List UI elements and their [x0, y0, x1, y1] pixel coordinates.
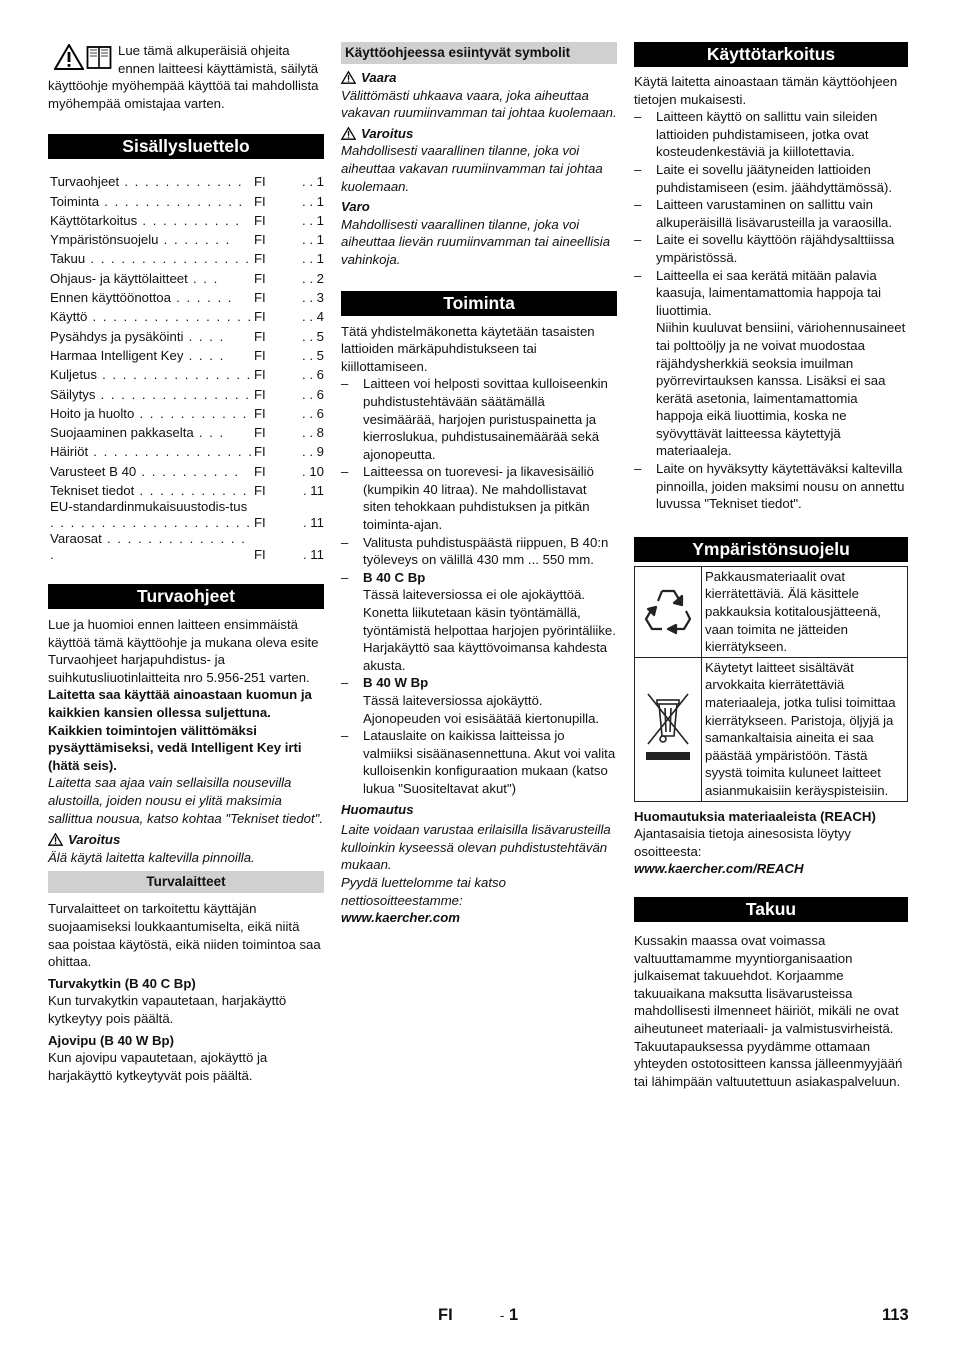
kayttotarkoitus-list: [634, 108, 908, 319]
toc-table: [50, 171, 324, 563]
toc-entry-lang: FI: [254, 290, 266, 306]
toc-entry-page: . . 6: [302, 386, 324, 402]
toc-entry-title: [50, 190, 254, 209]
ymparisto-table: [634, 566, 908, 802]
toc-leader-dots: . . . .: [183, 328, 225, 344]
toc-entry-lang: FI: [254, 515, 266, 531]
toc-entry-label: Häiriöt: [50, 444, 89, 460]
toc-leader-dots: . . . . . . . . . . .: [134, 405, 248, 421]
varo-text: Mahdollisesti vaarallinen tilanne, joka voi aiheuttaa lievän ruumiinvamman tai aineellisia vahinkoja.: [341, 216, 611, 267]
warning-triangle-icon: [54, 44, 84, 70]
toc-entry-lang: FI: [254, 463, 266, 479]
toc-entry-label: Toiminta: [50, 193, 100, 209]
toc-entry[interactable]: [50, 171, 324, 190]
toc-entry-title: [50, 345, 254, 364]
takuu-text: Kussakin maassa ovat voimassa valtuuttamamme myyntiorganisaation julkaisemat takuuehdot. Korjaamme takuuaikana maksutta lisävarusteissa mahdollisesti ilmenneet häiriöt, mikäli ne ovat aiheutuneet materiaali- ja valmistusvirheistä. Takuutapauksessa pyydämme ottamaan yhteyden ostotositteen kanssa jälleenmyyjääń tai lähimpään valtuutettuun asiakaspalveluun.: [634, 932, 903, 1089]
toc-leader-dots: . . . . . . . . . . . . . . . .: [88, 444, 254, 460]
varoitus-label: Varoitus: [361, 125, 414, 141]
toiminta-list: [341, 375, 617, 586]
toc-entry-page: . . 3: [302, 290, 324, 306]
toc-leader-dots: . . . . . . . . . . . . . . . .: [87, 309, 253, 325]
toc-entry-page: . 10: [302, 463, 324, 479]
list-item: – Laitteessa on tuorevesi- ja likavesisäiliö (kumpikin 40 litraa). Ne mahdollistavat siten tehokkaan puhdistuksen ja pitkän toiminta-ajan.: [341, 463, 617, 533]
toc-entry-title: [50, 210, 254, 229]
turvaohjeet-warning-text: Älä käytä laitetta kaltevilla pinnoilla.: [48, 849, 255, 865]
toc-entry-title: [50, 383, 254, 402]
toc-entry[interactable]: [50, 403, 324, 422]
toc-entry-label: Suojaaminen pakkaselta: [50, 425, 194, 441]
table-row: [635, 657, 908, 801]
symbolit-title: Käyttöohjeessa esiintyvät symbolit: [341, 42, 617, 64]
kayttotarkoitus-subtext: Niihin kuuluvat bensiini, väriohennusaineet tai polttoöljy ja ne voivat muodostaa räjähdysherkkiä seoksia imuilman pyörrevirtauksen kanssa. Lisäksi ei saa kerätä asetonia, laimentamattomia happoja eikä liuottimia, koska ne syövyttävät laitteessa käytettyjä materiaaleja.: [656, 320, 906, 459]
vaara-label: Vaara: [361, 70, 397, 85]
huomautus-text-2: Pyydä luettelomme tai katso nettiosoitteestamme:: [341, 874, 506, 908]
toc-entry-label: Pysähdys ja pysäköinti: [50, 328, 184, 344]
toiminta-title: Toiminta: [341, 291, 617, 316]
toc-entry-lang: FI: [254, 328, 266, 344]
toc-entry-title: [50, 460, 254, 479]
toc-entry-title: [50, 287, 254, 306]
toc-entry-page: . . 1: [302, 251, 324, 267]
column-middle: [341, 42, 617, 927]
toc-entry[interactable]: [50, 248, 324, 267]
footer-page-number: 113: [882, 1306, 909, 1324]
toc-entry-page: . . 1: [302, 232, 324, 248]
warning-triangle-icon: [48, 833, 63, 846]
toc-entry[interactable]: [50, 441, 324, 460]
toc-entry-page: . . 2: [302, 270, 324, 286]
toc-entry[interactable]: [50, 480, 324, 499]
toc-leader-dots: . . . . . . . . . .: [136, 463, 240, 479]
toc-entry-title: [50, 499, 254, 531]
crossed-bin-icon: [643, 690, 693, 764]
toc-entry-page: . 11: [302, 483, 324, 499]
kayttotarkoitus-title: Käyttötarkoitus: [634, 42, 908, 67]
toc-entry[interactable]: [50, 364, 324, 383]
ymparisto-text-1: Pakkausmateriaalit ovat kierrätettäviä. Älä käsittele pakkauksia kotitalousjätteenä, vaan toimita ne jätteiden kierrätykseen.: [702, 566, 908, 657]
toc-entry-lang: FI: [254, 405, 266, 421]
intro-text: Lue tämä alkuperäisiä ohjeita ennen laitteesi käyttämistä, säilytä käyttöohje myöhempää käyttöä tai mahdollista myöhempää omistajaa varten.: [48, 43, 319, 111]
toc-entry-label: Ohjaus- ja käyttölaitteet: [50, 270, 188, 286]
b40w-text: Tässä laiteversiossa ajokäyttö. Ajonopeuden voi esisäätää kiertonupilla.: [363, 693, 600, 726]
toc-title: Sisällysluettelo: [48, 134, 324, 159]
list-item: – Laite ei sovellu käyttöön räjähdysalttiissa ympäristössä.: [634, 231, 908, 266]
table-row: [635, 566, 908, 657]
toc-leader-dots: . . . . . . . . . . . . . . .: [96, 367, 252, 383]
ajovipu-text: Kun ajovipu vapautetaan, ajokäyttö ja harjakäyttö kytkeytyvät pois päältä.: [48, 1050, 268, 1083]
toc-entry-label: EU-standardinmukaisuustodis-tus: [50, 499, 248, 515]
toc-entry-lang: FI: [254, 193, 266, 209]
toc-entry-title: [50, 171, 254, 190]
ajovipu-heading: Ajovipu (B 40 W Bp): [48, 1032, 175, 1048]
toc-entry[interactable]: [50, 190, 324, 209]
b40c-label: B 40 C Bp: [363, 569, 426, 585]
b40c-text: Tässä laiteversiossa ei ole ajokäyttöä. Konetta liikutetaan käsin työntämällä, työntämistä helpottaa harjojen pyörintäliike. Harjakäyttö saa käyttövoimansa kahdesta akusta.: [363, 587, 616, 673]
toc-entry-page: . . 6: [302, 405, 324, 421]
toc-entry-page: . . 4: [302, 309, 324, 325]
turvaohjeet-italic: Laitetta saa ajaa vain sellaisilla nousevilla alustoilla, joiden nousu ei ylitä maksimia sallittua nousua, katso kohtaa "Tekniset tiedot".: [48, 775, 323, 826]
toc-entry-label: Takuu: [50, 251, 86, 267]
vaara-text: Välittömästi uhkaava vaara, joka aiheuttaa vakavan ruumiinvamman tai johtaa kuolemaan.: [341, 87, 617, 121]
toc-entry-label: Hoito ja huolto: [50, 405, 135, 421]
toc-entry[interactable]: [50, 325, 324, 344]
ymparisto-text-2: Käytetyt laitteet sisältävät arvokkaita kierrätettäviä materiaaleja, jotka tulisi toimittaa kierrätykseen. Paristoja, öljyjä ja samankaltaisia aineita ei saa päästää ympäristöön. Tästä syystä toimita kuluneet laitteet asianmukaisiin keräyspisteisiin.: [702, 657, 908, 801]
toc-entry-lang: FI: [254, 367, 266, 383]
toc-entry-title: [50, 531, 254, 563]
kayttotarkoitus-p1: Käytä laitetta ainoastaan tämän käyttöohjeen tietojen mukaisesti.: [634, 74, 898, 107]
toc-entry[interactable]: [50, 531, 324, 563]
toc-leader-dots: . . . . . .: [170, 290, 233, 306]
toc-leader-dots: . . . . . . . . . . . . . . . .: [85, 251, 251, 267]
toc-entry-lang: FI: [254, 483, 266, 499]
reach-text: Ajantasaisia tietoja ainesosista löytyy osoitteesta:: [634, 826, 851, 859]
toc-entry-lang: FI: [254, 386, 266, 402]
footer-sep: -: [500, 1308, 505, 1323]
vaara-heading: [341, 69, 617, 87]
toc-entry-label: Säilytys: [50, 386, 96, 402]
turvaohjeet-p1: Lue ja huomioi ennen laitteen ensimmäistä käyttöä tämä käyttöohje ja mukana oleva esite Turvaohjeet harjapuhdistus- ja suihkutusliuotinlaitteita nro 5.956-251 varten.: [48, 617, 319, 685]
toc-entry-lang: FI: [254, 251, 266, 267]
huomautus-label: Huomautus: [341, 801, 414, 817]
toc-entry-title: [50, 267, 254, 286]
manual-book-icon: [86, 44, 112, 70]
list-item: – Laite on hyväksytty käytettäväksi kaltevilla pinnoilla, joiden maksimi nousu on annettu luvussa "Tekniset tiedot".: [634, 460, 908, 513]
list-item: – Laitteen voi helposti sovittaa kulloiseenkin puhdistustehtävään säätämällä vesimäärää, harjojen puristuspainetta ja kierroslukua, puhdistusainemäärää sekä ajonopeutta.: [341, 375, 617, 463]
reach-heading: Huomautuksia materiaaleista (REACH): [634, 808, 876, 824]
toc-entry-page: . . 5: [302, 328, 324, 344]
toc-entry-page: . 11: [302, 515, 324, 531]
toc-entry-title: [50, 422, 254, 441]
list-item: – Latauslaite on kaikissa laitteissa jo valmiiksi sisäänasennettuna. Akut voi valita kulloisenkin konfiguraation mukaan (katso lukua "Suositeltavat akut"): [341, 727, 617, 797]
turvaohjeet-warning: [48, 831, 324, 849]
kaercher-link[interactable]: www.kaercher.com: [341, 910, 460, 926]
toc-entry-label: Tekniset tiedot: [50, 483, 135, 499]
column-right: [634, 42, 908, 1090]
toc-entry-title: [50, 403, 254, 422]
toc-entry[interactable]: [50, 267, 324, 286]
turvaohjeet-bold: Laitetta saa käyttää ainoastaan kuomun ja kaikkien kansien ollessa suljettuna. Kaikkien toimintojen välittömäksi pysäyttämiseksi, vedä Intelligent Key irti (hätä seis).: [48, 687, 312, 773]
varo-label: Varo: [341, 199, 370, 215]
toc-entry[interactable]: [50, 345, 324, 364]
toc-entry[interactable]: [50, 210, 324, 229]
toc-entry-page: . . 6: [302, 367, 324, 383]
toc-leader-dots: . . . .: [183, 347, 225, 363]
turvaohjeet-title: Turvaohjeet: [48, 584, 324, 609]
toc-entry-title: [50, 364, 254, 383]
icon-cell: [635, 657, 702, 801]
toc-leader-dots: . . . . . . . . . . .: [134, 483, 248, 499]
turvalaitteet-title: Turvalaitteet: [48, 871, 324, 893]
toc-entry[interactable]: [50, 422, 324, 441]
toc-entry-label: Käyttö: [50, 309, 88, 325]
toc-entry-label: Varaosat: [50, 531, 102, 547]
toc-entry-label: Harmaa Intelligent Key: [50, 347, 184, 363]
toc-entry-lang: FI: [254, 232, 266, 248]
toc-entry[interactable]: [50, 287, 324, 306]
huomautus-text-1: Laite voidaan varustaa erilaisilla lisävarusteilla kulloinkin kyseessä olevan puhdistustehtävän mukaan.: [341, 822, 611, 873]
toc-leader-dots: . . . . . . . . . . . . . .: [99, 193, 244, 209]
toc-entry-title: [50, 480, 254, 499]
toc-entry-title: [50, 248, 254, 267]
toc-entry-label: Turvaohjeet: [50, 174, 120, 190]
icon-cell: [635, 566, 702, 657]
toc-leader-dots: . . . . . . . . . . . .: [119, 174, 244, 190]
toc-entry-lang: FI: [254, 270, 266, 286]
toc-entry-label: Käyttötarkoitus: [50, 212, 138, 228]
toc-leader-dots: . . . . . . . . . . . . . . .: [50, 531, 247, 563]
list-item: – Valitusta puhdistuspäästä riippuen, B 40:n työleveys on välillä 430 mm ... 550 mm.: [341, 534, 617, 569]
list-item: – Laite ei sovellu jäätyneiden lattioiden puhdistamiseen (esim. jäähdyttämössä).: [634, 161, 908, 196]
list-item: – Laitteella ei saa kerätä mitään palavia kaasuja, laimentamattomia happoja tai liuottimia.: [634, 267, 908, 320]
toc-entry[interactable]: [50, 306, 324, 325]
toc-leader-dots: . . . . . . . . . . . . . . .: [95, 386, 251, 402]
toc-entry-label: Ennen käyttöönottoa: [50, 290, 171, 306]
toc-entry-page: . 11: [302, 547, 324, 563]
kayttotarkoitus-list-2: [634, 460, 908, 513]
toc-leader-dots: . . . . . . . . . . . . . . . . . . . .: [50, 515, 252, 531]
toc-entry-label: Kuljetus: [50, 367, 97, 383]
ymparisto-title: Ympäristönsuojelu: [634, 537, 908, 562]
toc-entry-title: [50, 306, 254, 325]
toc-entry-lang: FI: [254, 212, 266, 228]
toc-entry-label: Ympäristönsuojelu: [50, 232, 159, 248]
toc-entry-lang: FI: [254, 425, 266, 441]
toc-entry-label: Varusteet B 40: [50, 463, 137, 479]
toc-leader-dots: . . .: [187, 270, 219, 286]
toc-entry-page: . . 5: [302, 347, 324, 363]
toc-entry-lang: FI: [254, 547, 266, 563]
toc-entry-lang: FI: [254, 309, 266, 325]
toc-entry-lang: FI: [254, 174, 266, 190]
toc-entry[interactable]: [50, 383, 324, 402]
toiminta-list-3: [341, 727, 617, 797]
warning-triangle-icon: [341, 71, 356, 84]
toc-entry[interactable]: [50, 460, 324, 479]
turvakytkin-heading: Turvakytkin (B 40 C Bp): [48, 975, 196, 991]
toc-leader-dots: . . .: [193, 425, 225, 441]
toc-entry-page: . . 8: [302, 425, 324, 441]
turvalaitteet-p1: Turvalaitteet on tarkoitettu käyttäjän suojaamiseksi loukkaantumiselta, eikä niitä saa poistaa käytöstä, eikä niiden toimintoa saa ohittaa.: [48, 901, 321, 970]
toc-leader-dots: . . . . . . . . . .: [137, 212, 241, 228]
toiminta-p1: Tätä yhdistelmäkonetta käytetään tasaisten lattioiden märkäpuhdistukseen tai kiillottamiseen.: [341, 323, 595, 374]
toc-entry-page: . . 9: [302, 444, 324, 460]
toc-entry-title: [50, 441, 254, 460]
toiminta-list-2: [341, 674, 617, 692]
column-left: [48, 42, 324, 1084]
toc-entry-title: [50, 229, 254, 248]
reach-link[interactable]: www.kaercher.com/REACH: [634, 861, 804, 877]
toc-entry-title: [50, 325, 254, 344]
footer-lang: FI: [438, 1306, 453, 1324]
varoitus-heading: [341, 125, 617, 143]
list-item: [341, 674, 617, 692]
b40w-label: B 40 W Bp: [363, 675, 429, 691]
toc-entry-lang: FI: [254, 444, 266, 460]
footer-local-page: 1: [509, 1306, 519, 1324]
varoitus-text: Mahdollisesti vaarallinen tilanne, joka voi aiheuttaa vakavan ruumiinvamman tai johtaa kuolemaan.: [341, 143, 603, 194]
takuu-title: Takuu: [634, 897, 908, 922]
toc-leader-dots: . . . . . . .: [158, 232, 231, 248]
intro-icons: [54, 44, 112, 70]
toc-entry-page: . . 1: [302, 193, 324, 209]
warning-triangle-icon: [341, 127, 356, 140]
toc-entry-lang: FI: [254, 347, 266, 363]
turvakytkin-text: Kun turvakytkin vapautetaan, harjakäyttö kytkeytyy pois päältä.: [48, 993, 287, 1026]
toc-entry-page: . . 1: [302, 174, 324, 190]
list-item: – Laitteen varustaminen on sallittu vain alkuperäisillä lisävarusteilla ja varaosilla.: [634, 196, 908, 231]
warning-label: Varoitus: [68, 832, 121, 848]
intro-block: [48, 42, 324, 112]
toc-entry[interactable]: [50, 229, 324, 248]
list-item: – Laitteen käyttö on sallittu vain sileiden lattioiden puhdistamiseen, jotka ovat kosteudenkestäviä ja kiillotettavia.: [634, 108, 908, 161]
toc-entry[interactable]: [50, 499, 324, 531]
toc-entry-page: . . 1: [302, 212, 324, 228]
recycle-icon: [642, 585, 694, 635]
list-item: [341, 569, 617, 587]
